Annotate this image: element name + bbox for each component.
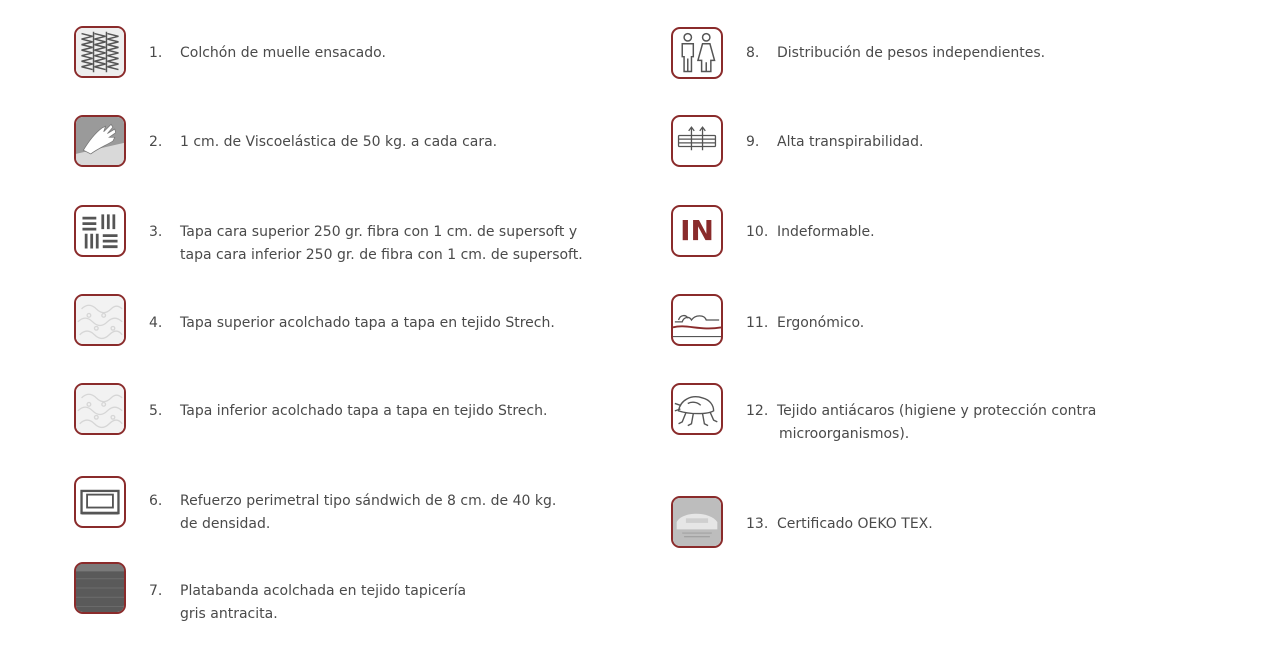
feature-number: 6. xyxy=(149,493,163,509)
feature-text-line: Tejido antiácaros (higiene y protección contra xyxy=(777,403,1097,419)
feature-text-line: Indeformable. xyxy=(777,224,875,240)
feature-item-8 xyxy=(671,27,1191,83)
feature-text-line: Tapa cara superior 250 gr. fibra con 1 cm. de supersoft y xyxy=(180,224,578,240)
indeformable-icon xyxy=(671,205,723,257)
feature-text-line: Certificado OEKO TEX. xyxy=(777,516,933,532)
feature-number: 7. xyxy=(149,583,163,599)
feature-text-line: tapa cara inferior 250 gr. de fibra con 1 cm. de supersoft. xyxy=(180,247,583,263)
feature-number: 12. xyxy=(746,403,769,419)
feature-number: 1. xyxy=(149,45,163,61)
feature-text-line: Ergonómico. xyxy=(777,315,865,331)
perimeter-reinforcement-icon xyxy=(74,476,126,528)
feature-item-4 xyxy=(74,294,594,350)
feature-item-11 xyxy=(671,294,1191,350)
feature-item-2 xyxy=(74,115,594,171)
fiber-layers-icon xyxy=(74,205,126,257)
indeformable-icon-text: IN xyxy=(680,214,714,247)
dust-mite-icon xyxy=(671,383,723,435)
feature-item-7 xyxy=(74,562,594,622)
feature-number: 11. xyxy=(746,315,769,331)
breathability-icon xyxy=(671,115,723,167)
feature-number: 9. xyxy=(746,134,760,150)
quilted-fabric-icon xyxy=(74,383,126,435)
feature-text-line: Refuerzo perimetral tipo sándwich de 8 cm. de 40 kg. xyxy=(180,493,557,509)
feature-text-line: microorganismos). xyxy=(779,426,910,442)
feature-number: 3. xyxy=(149,224,163,240)
feature-number: 10. xyxy=(746,224,769,240)
feature-text-line: Platabanda acolchada en tejido tapicería xyxy=(180,583,467,599)
feature-text-line: Tapa inferior acolchado tapa a tapa en tejido Strech. xyxy=(180,403,548,419)
feature-item-12 xyxy=(671,383,1191,442)
feature-number: 5. xyxy=(149,403,163,419)
feature-text-line: de densidad. xyxy=(180,516,271,532)
hand-memory-foam-icon xyxy=(74,115,126,167)
feature-text-line: Colchón de muelle ensacado. xyxy=(180,45,386,61)
feature-text-line: Alta transpirabilidad. xyxy=(777,134,924,150)
feature-number: 2. xyxy=(149,134,163,150)
upholstery-border-icon xyxy=(74,562,126,614)
feature-text-line: Tapa superior acolchado tapa a tapa en tejido Strech. xyxy=(180,315,555,331)
ergonomic-icon xyxy=(671,294,723,346)
feature-item-9 xyxy=(671,115,1191,171)
pocket-springs-icon xyxy=(74,26,126,78)
oeko-tex-label-icon xyxy=(671,496,723,548)
feature-item-1 xyxy=(74,26,594,82)
feature-text-line: Distribución de pesos independientes. xyxy=(777,45,1046,61)
feature-number: 4. xyxy=(149,315,163,331)
feature-number: 8. xyxy=(746,45,760,61)
feature-item-13 xyxy=(671,496,1191,552)
feature-item-5 xyxy=(74,383,594,439)
feature-text-line: gris antracita. xyxy=(180,606,278,622)
feature-text-line: 1 cm. de Viscoelástica de 50 kg. a cada cara. xyxy=(180,134,498,150)
feature-item-3 xyxy=(74,205,614,261)
feature-item-10 xyxy=(671,205,1191,261)
quilted-fabric-icon xyxy=(74,294,126,346)
feature-number: 13. xyxy=(746,516,769,532)
feature-item-6 xyxy=(74,476,594,532)
couple-icon xyxy=(671,27,723,79)
